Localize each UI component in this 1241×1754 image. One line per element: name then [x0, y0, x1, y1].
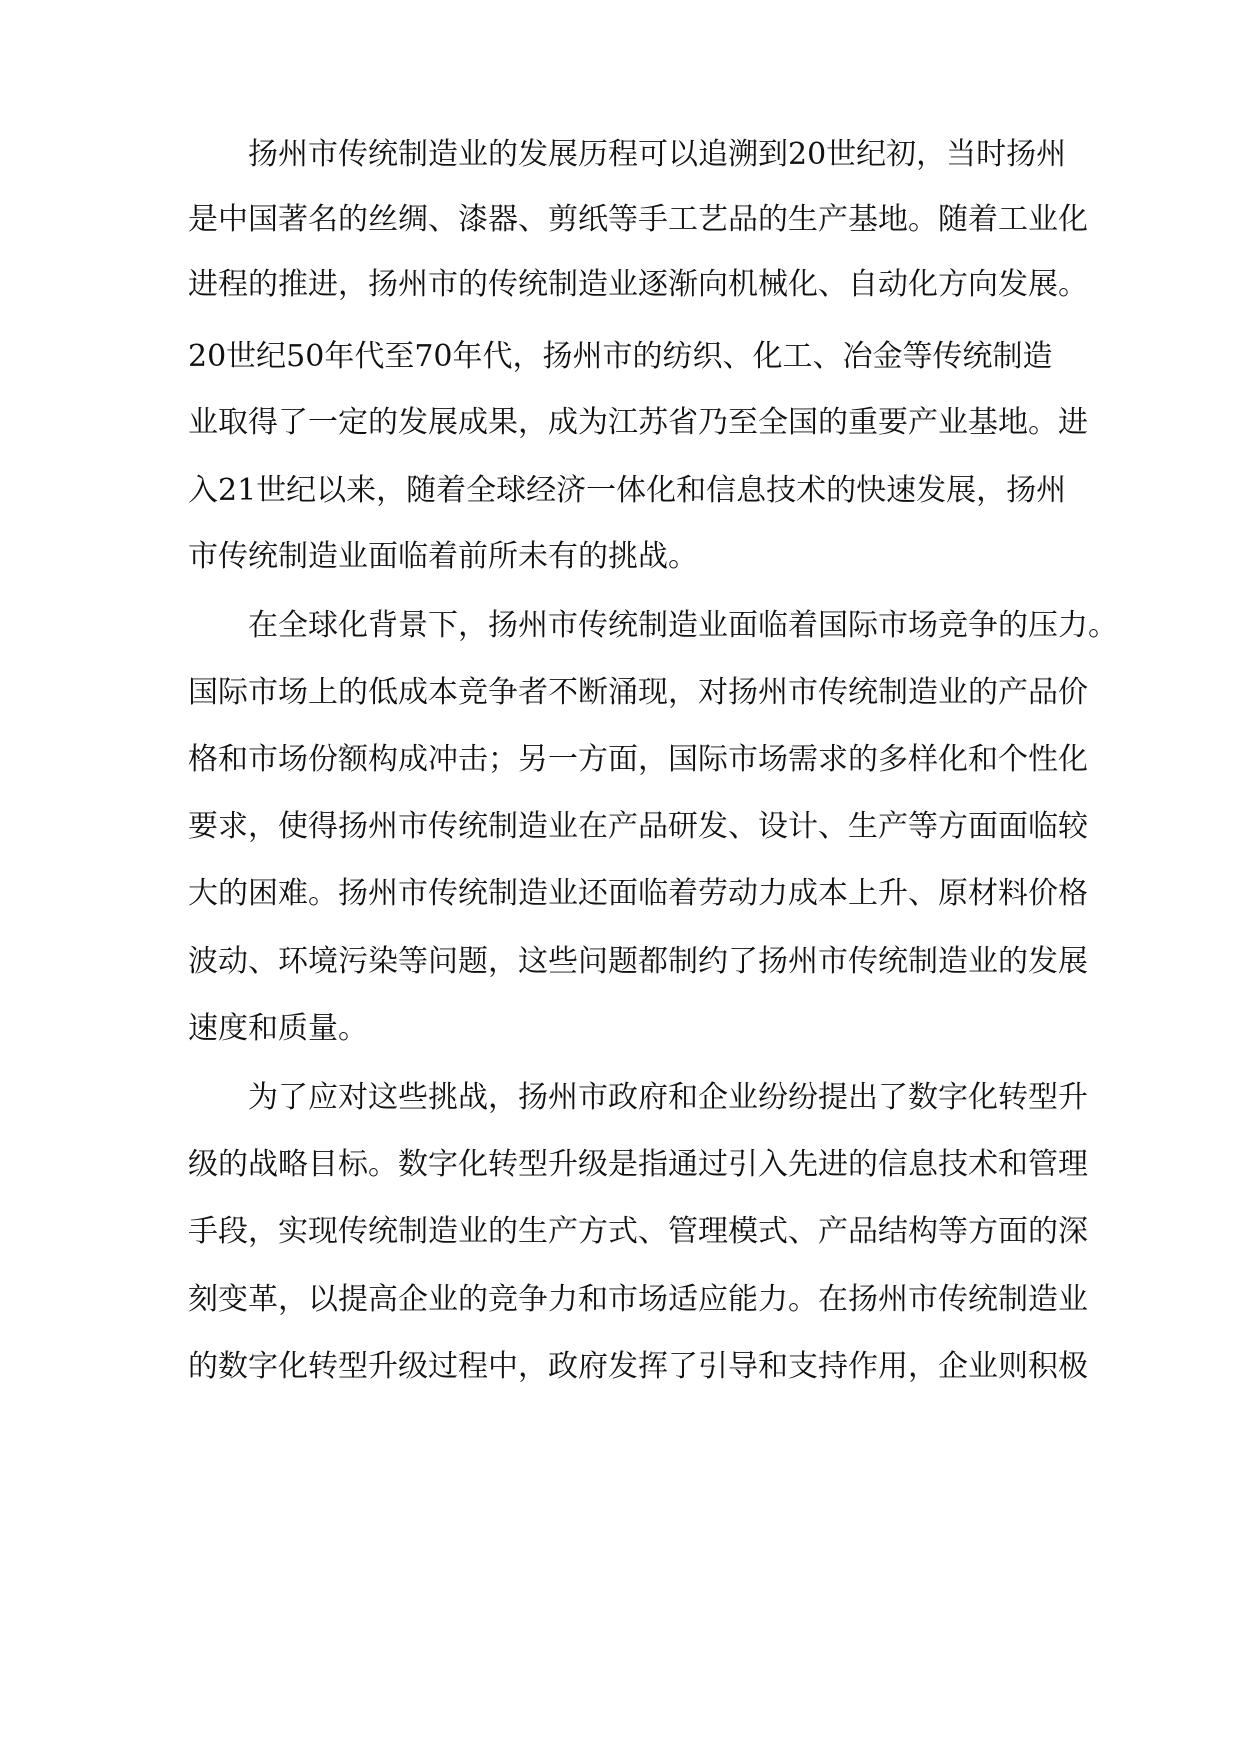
paragraph-1-line-1: 扬州市传统制造业的发展历程可以追溯到20世纪初，当时扬州: [248, 137, 1067, 172]
paragraph-1-line-3: 进程的推进，扬州市的传统制造业逐渐向机械化、自动化方向发展。: [188, 267, 1088, 302]
paragraph-1-line-5: 业取得了一定的发展成果，成为江苏省乃至全国的重要产业基地。进: [188, 405, 1088, 440]
paragraph-2-line-7: 速度和质量。: [188, 1011, 368, 1046]
paragraph-2-line-4: 要求，使得扬州市传统制造业在产品研发、设计、生产等方面面临较: [188, 809, 1088, 844]
paragraph-3-line-1: 为了应对这些挑战，扬州市政府和企业纷纷提出了数字化转型升: [248, 1080, 1088, 1115]
paragraph-3-line-3: 手段，实现传统制造业的生产方式、管理模式、产品结构等方面的深: [188, 1214, 1088, 1249]
paragraph-1-line-4: 20世纪50年代至70年代，扬州市的纺织、化工、冶金等传统制造: [188, 339, 1053, 374]
paragraph-2-line-3: 格和市场份额构成冲击；另一方面，国际市场需求的多样化和个性化: [188, 742, 1088, 777]
paragraph-2-line-1: 在全球化背景下，扬州市传统制造业面临着国际市场竞争的压力。: [248, 608, 1118, 643]
paragraph-2-line-5: 大的困难。扬州市传统制造业还面临着劳动力成本上升、原材料价格: [188, 876, 1088, 911]
paragraph-3-line-4: 刻变革，以提高企业的竞争力和市场适应能力。在扬州市传统制造业: [188, 1282, 1088, 1317]
paragraph-1-line-7: 市传统制造业面临着前所未有的挑战。: [188, 539, 698, 574]
paragraph-3-line-2: 级的战略目标。数字化转型升级是指通过引入先进的信息技术和管理: [188, 1147, 1088, 1182]
paragraph-2-line-6: 波动、环境污染等问题，这些问题都制约了扬州市传统制造业的发展: [188, 944, 1088, 979]
paragraph-2-line-2: 国际市场上的低成本竞争者不断涌现，对扬州市传统制造业的产品价: [188, 675, 1088, 710]
paragraph-3-line-5: 的数字化转型升级过程中，政府发挥了引导和支持作用，企业则积极: [188, 1349, 1088, 1384]
paragraph-1-line-6: 入21世纪以来，随着全球经济一体化和信息技术的快速发展，扬州: [188, 473, 1067, 508]
paragraph-1-line-2: 是中国著名的丝绸、漆器、剪纸等手工艺品的生产基地。随着工业化: [188, 202, 1088, 237]
